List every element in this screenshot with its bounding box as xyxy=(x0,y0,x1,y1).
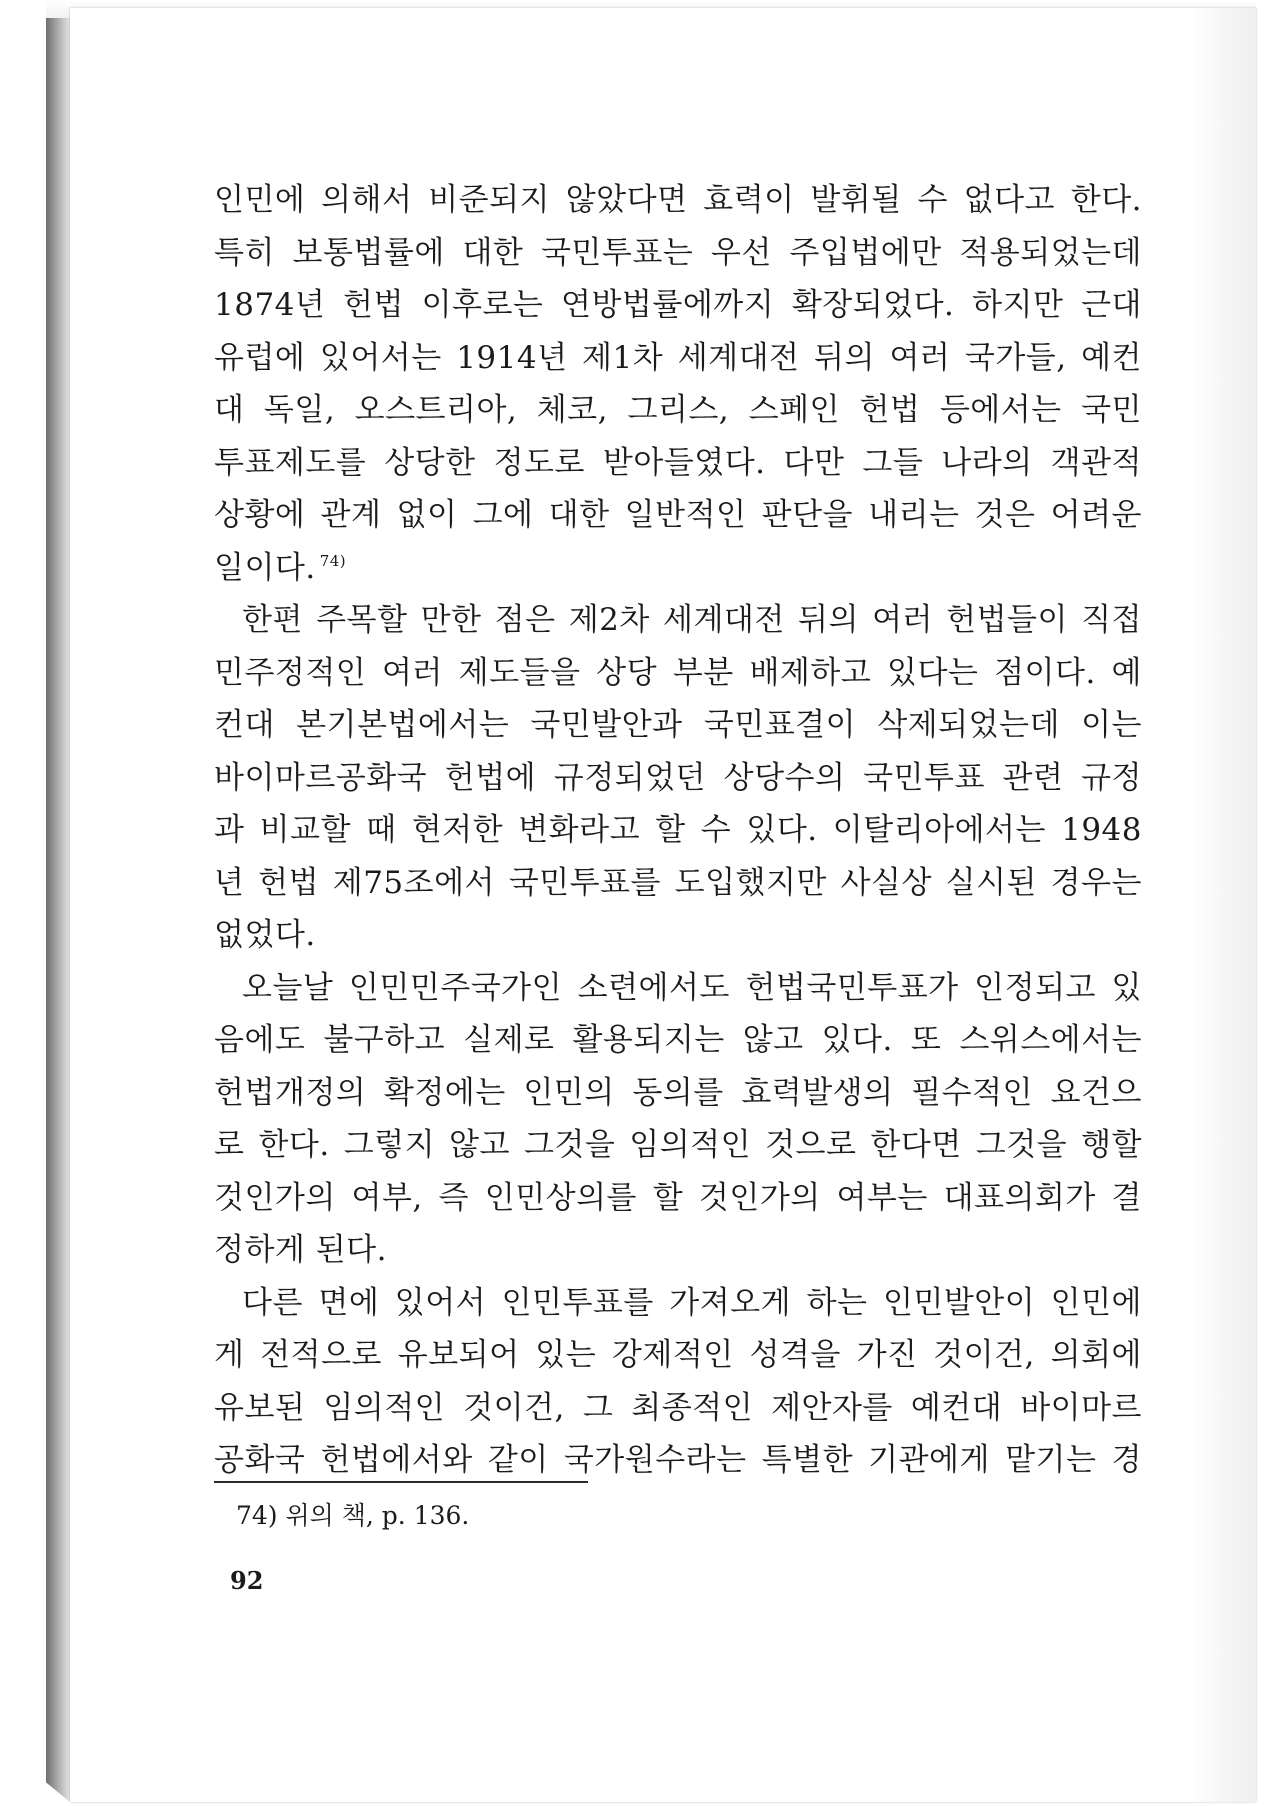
paragraph-first-line: 오늘날 인민민주국가인 소련에서도 헌법국민투표가 인정되고 있 xyxy=(242,969,1142,1006)
footnote-divider xyxy=(214,1481,588,1483)
text-line: 바이마르공화국 헌법에 규정되었던 상당수의 국민투표 관련 규정 xyxy=(214,759,1142,796)
text-line: 것인가의 여부, 즉 인민상의를 할 것인가의 여부는 대표의회가 결 xyxy=(214,1179,1142,1216)
text-line: 1874년 헌법 이후로는 연방법률에까지 확장되었다. 하지만 근대 xyxy=(214,287,1142,323)
page-shadow xyxy=(1186,8,1256,1802)
text-line: 과 비교할 때 현저한 변화라고 할 수 있다. 이탈리아에서는 1948 xyxy=(214,812,1142,848)
text-line: 유럽에 있어서는 1914년 제1차 세계대전 뒤의 여러 국가들, 예컨 xyxy=(214,339,1142,376)
footnote: 74) 위의 책, p. 136. xyxy=(236,1501,470,1530)
text-line: 투표제도를 상당한 정도로 받아들였다. 다만 그들 나라의 객관적 xyxy=(214,444,1142,481)
text-line: 민주정적인 여러 제도들을 상당 부분 배제하고 있다는 점이다. 예 xyxy=(214,654,1142,691)
text-line: 컨대 본기본법에서는 국민발안과 국민표결이 삭제되었는데 이는 xyxy=(214,707,1142,743)
text-line: 헌법개정의 확정에는 인민의 동의를 효력발생의 필수적인 요건으 xyxy=(214,1074,1142,1111)
text-line-with-footnote xyxy=(214,542,1142,595)
text-line: 대 독일, 오스트리아, 체코, 그리스, 스페인 헌법 등에서는 국민 xyxy=(214,392,1142,428)
text-line: 음에도 불구하고 실제로 활용되지는 않고 있다. 또 스위스에서는 xyxy=(214,1022,1142,1058)
text-line: 상황에 관계 없이 그에 대한 일반적인 판단을 내리는 것은 어려운 xyxy=(214,497,1142,533)
paragraph-first-line: 한편 주목할 만한 점은 제2차 세계대전 뒤의 여러 헌법들이 직접 xyxy=(242,602,1142,638)
text-line: 없었다. xyxy=(214,917,316,953)
book-spine-edge xyxy=(46,18,70,1802)
text-line: 유보된 임의적인 것이건, 그 최종적인 제안자를 예컨대 바이마르 xyxy=(214,1389,1142,1426)
footnote-reference: 74) xyxy=(319,552,347,571)
page-number: 92 xyxy=(230,1566,264,1595)
text-line: 게 전적으로 유보되어 있는 강제적인 성격을 가진 것이건, 의회에 xyxy=(214,1337,1142,1373)
text-line: 정하게 된다. xyxy=(214,1232,387,1268)
body-text xyxy=(214,174,1142,1487)
paragraph-first-line: 다른 면에 있어서 인민투표를 가져오게 하는 인민발안이 인민에 xyxy=(242,1284,1142,1321)
text-line: 공화국 헌법에서와 같이 국가원수라는 특별한 기관에게 맡기는 경 xyxy=(214,1442,1142,1478)
text-line: 특히 보통법률에 대한 국민투표는 우선 주입법에만 적용되었는데 xyxy=(214,234,1142,271)
text-line: 로 한다. 그렇지 않고 그것을 임의적인 것으로 한다면 그것을 행할 xyxy=(214,1127,1142,1163)
text-line-end: 일이다. xyxy=(214,549,316,586)
text-line: 년 헌법 제75조에서 국민투표를 도입했지만 사실상 실시된 경우는 xyxy=(214,864,1142,901)
text-line: 인민에 의해서 비준되지 않았다면 효력이 발휘될 수 없다고 한다. xyxy=(214,182,1142,218)
